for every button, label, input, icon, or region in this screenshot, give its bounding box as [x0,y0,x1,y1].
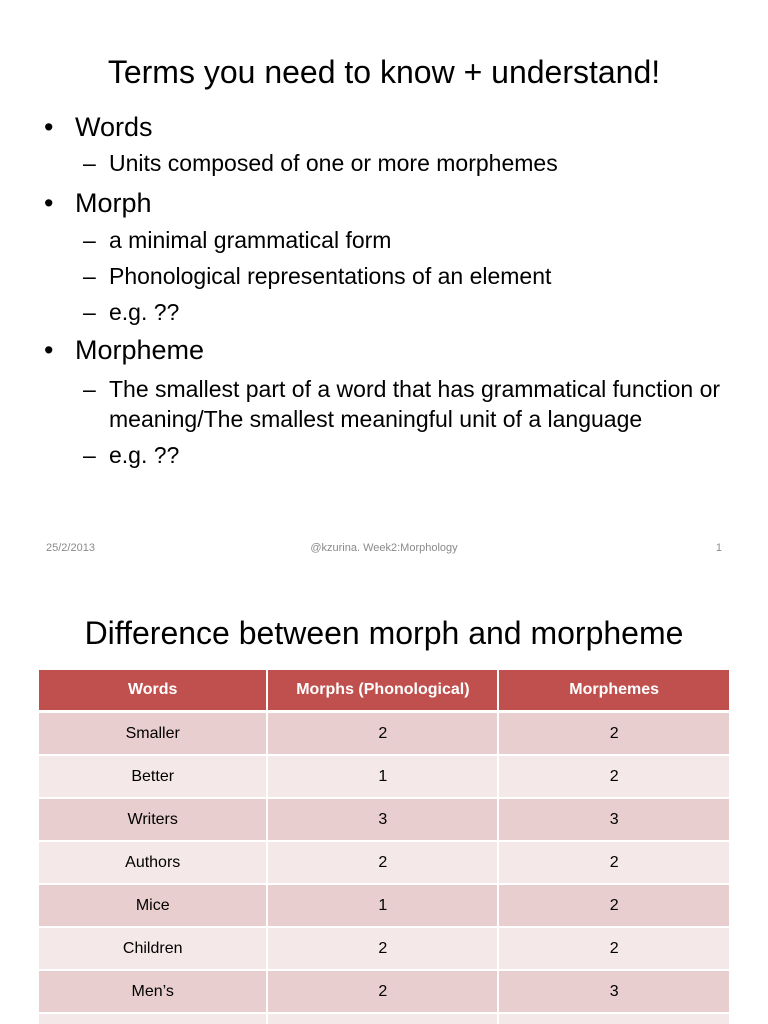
dash-icon: – [83,299,96,325]
cell-morphs: 1 [268,756,499,799]
bullet-list [0,110,768,470]
sub-bullet-item [0,225,768,255]
slide-2 [0,577,768,1024]
sub-bullet-item [0,148,768,178]
table-row [39,713,729,756]
cell-morphs [268,1014,499,1024]
cell-morphemes: 2 [499,756,729,799]
cell-morphemes: 3 [499,971,729,1014]
table-row [39,928,729,971]
cell-word: Better [39,756,268,799]
cell-morphs: 2 [268,842,499,885]
footer-center: @kzurina. Week2:Morphology [310,542,458,554]
bullet-item-morpheme [0,333,768,367]
bullet-dot-icon: • [44,188,54,218]
footer-page-number: 1 [715,542,722,554]
dash-icon: – [83,376,96,402]
bullet-item-morph [0,186,768,220]
header-morphemes: Morphemes [499,670,729,713]
cell-word: Smaller [39,713,268,756]
dash-icon: – [83,263,96,289]
header-morphs: Morphs (Phonological) [268,670,499,713]
sub-bullet-text: e.g. ?? [109,442,180,468]
bullet-dot-icon: • [44,112,54,142]
table-row [39,799,729,842]
sub-bullet-item [0,440,768,470]
table-row [39,885,729,928]
cell-morphs: 2 [268,928,499,971]
table-row [39,842,729,885]
bullet-text: Morpheme [75,335,205,365]
footer-date: 25/2/2013 [46,542,95,554]
bullet-item-words [0,110,768,144]
sub-bullet-text: The smallest part of a word that has grammatical function or meaning/The smallest meaningful unit of a language [109,376,721,432]
sub-bullet-text: e.g. ?? [109,299,180,325]
sub-bullet-item [0,374,768,434]
cell-morphs: 1 [268,885,499,928]
dash-icon: – [83,227,96,253]
bullet-text: Words [75,112,153,142]
cell-morphemes: 3 [499,799,729,842]
table-row [39,971,729,1014]
cell-word: Mice [39,885,268,928]
slide-title: Terms you need to know + understand! [107,54,661,90]
sub-bullet-item [0,297,768,327]
cell-morphemes: 2 [499,928,729,971]
bullet-text: Morph [75,188,152,218]
table-row [39,756,729,799]
sub-bullet-text: Phonological representations of an element [109,263,552,289]
cell-morphemes: 2 [499,885,729,928]
cell-word: Men’s [39,971,268,1014]
cell-morphs: 2 [268,713,499,756]
cell-word: Children [39,928,268,971]
bullet-dot-icon: • [44,335,54,365]
sub-bullet-text: Units composed of one or more morphemes [109,150,558,176]
header-words: Words [39,670,268,713]
table-header-row [39,670,729,713]
table-row-partial [39,1014,729,1024]
sub-bullet-text: a minimal grammatical form [109,227,392,253]
morph-table [39,670,729,1024]
cell-morphemes [499,1014,729,1024]
cell-morphs: 3 [268,799,499,842]
slide-separator [0,562,768,577]
dash-icon: – [83,442,96,468]
sub-bullet-item [0,261,768,291]
cell-morphemes: 2 [499,713,729,756]
cell-word [39,1014,268,1024]
cell-word: Writers [39,799,268,842]
cell-word: Authors [39,842,268,885]
slide-title: Difference between morph and morpheme [84,615,684,651]
cell-morphs: 2 [268,971,499,1014]
cell-morphemes: 2 [499,842,729,885]
dash-icon: – [83,150,96,176]
